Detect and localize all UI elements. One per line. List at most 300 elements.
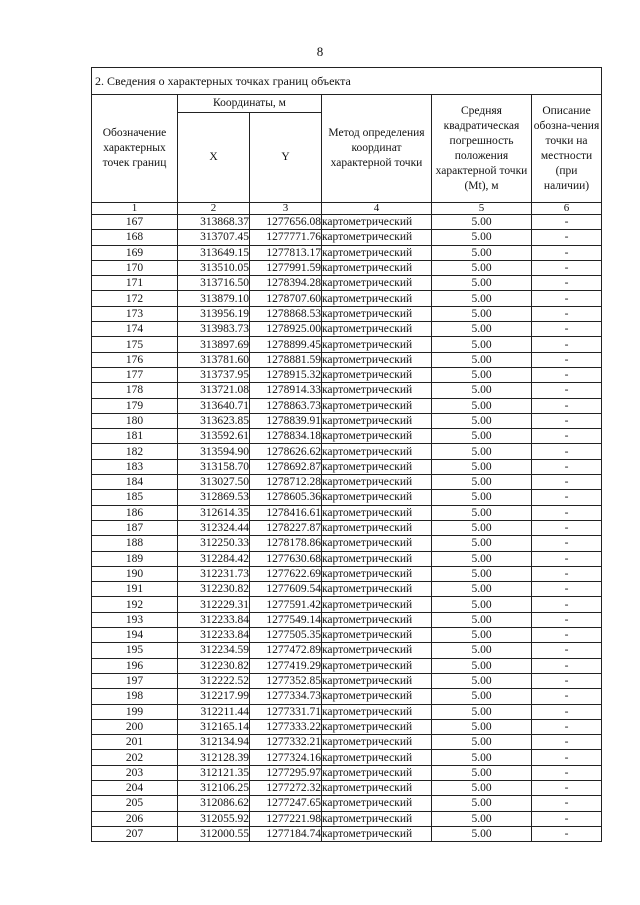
y-coordinate-cell: 1277333.22: [250, 719, 322, 734]
x-coordinate-cell: 312121.35: [178, 765, 250, 780]
error-cell: 5.00: [432, 337, 532, 352]
y-coordinate-cell: 1278707.60: [250, 291, 322, 306]
table-row: [92, 306, 602, 321]
x-coordinate-cell: 313510.05: [178, 260, 250, 275]
header-designation: Обозначение характерных точек границ: [92, 95, 178, 203]
method-cell: картометрический: [322, 398, 432, 413]
y-coordinate-cell: 1277549.14: [250, 612, 322, 627]
x-coordinate-cell: 312869.53: [178, 490, 250, 505]
point-id-cell: 187: [92, 520, 178, 535]
point-id-cell: 181: [92, 429, 178, 444]
method-cell: картометрический: [322, 719, 432, 734]
description-cell: -: [532, 490, 602, 505]
description-cell: -: [532, 643, 602, 658]
error-cell: 5.00: [432, 566, 532, 581]
x-coordinate-cell: 312000.55: [178, 826, 250, 841]
x-coordinate-cell: 312250.33: [178, 536, 250, 551]
table-row: [92, 582, 602, 597]
error-cell: 5.00: [432, 459, 532, 474]
method-cell: картометрический: [322, 536, 432, 551]
table-row: [92, 780, 602, 795]
boundary-points-table: [91, 67, 602, 842]
x-coordinate-cell: 313027.50: [178, 475, 250, 490]
error-cell: 5.00: [432, 276, 532, 291]
error-cell: 5.00: [432, 367, 532, 382]
method-cell: картометрический: [322, 597, 432, 612]
description-cell: -: [532, 704, 602, 719]
table-body: [92, 215, 602, 842]
x-coordinate-cell: 313879.10: [178, 291, 250, 306]
header-method: Метод определения координат характерной точки: [322, 95, 432, 203]
y-coordinate-cell: 1278692.87: [250, 459, 322, 474]
x-coordinate-cell: 312086.62: [178, 796, 250, 811]
table-row: [92, 490, 602, 505]
description-cell: -: [532, 536, 602, 551]
x-coordinate-cell: 313594.90: [178, 444, 250, 459]
y-coordinate-cell: 1277609.54: [250, 582, 322, 597]
method-cell: картометрический: [322, 215, 432, 230]
point-id-cell: 205: [92, 796, 178, 811]
method-cell: картометрический: [322, 735, 432, 750]
point-id-cell: 185: [92, 490, 178, 505]
method-cell: картометрический: [322, 291, 432, 306]
description-cell: -: [532, 475, 602, 490]
x-coordinate-cell: 312233.84: [178, 612, 250, 627]
point-id-cell: 178: [92, 383, 178, 398]
point-id-cell: 204: [92, 780, 178, 795]
table-row: [92, 383, 602, 398]
y-coordinate-cell: 1278626.62: [250, 444, 322, 459]
description-cell: -: [532, 322, 602, 337]
description-cell: -: [532, 566, 602, 581]
table-row: [92, 551, 602, 566]
table-row: [92, 337, 602, 352]
y-coordinate-cell: 1277184.74: [250, 826, 322, 841]
table-row: [92, 215, 602, 230]
x-coordinate-cell: 313158.70: [178, 459, 250, 474]
method-cell: картометрический: [322, 566, 432, 581]
table-row: [92, 566, 602, 581]
description-cell: -: [532, 673, 602, 688]
point-id-cell: 192: [92, 597, 178, 612]
description-cell: -: [532, 551, 602, 566]
method-cell: картометрический: [322, 352, 432, 367]
table-row: [92, 796, 602, 811]
x-coordinate-cell: 312055.92: [178, 811, 250, 826]
error-cell: 5.00: [432, 230, 532, 245]
table-row: [92, 612, 602, 627]
method-cell: картометрический: [322, 444, 432, 459]
point-id-cell: 175: [92, 337, 178, 352]
y-coordinate-cell: 1277324.16: [250, 750, 322, 765]
point-id-cell: 186: [92, 505, 178, 520]
x-coordinate-cell: 313897.69: [178, 337, 250, 352]
method-cell: картометрический: [322, 826, 432, 841]
error-cell: 5.00: [432, 811, 532, 826]
point-id-cell: 194: [92, 628, 178, 643]
point-id-cell: 180: [92, 413, 178, 428]
table-row: [92, 367, 602, 382]
error-cell: 5.00: [432, 735, 532, 750]
x-coordinate-cell: 313623.85: [178, 413, 250, 428]
description-cell: -: [532, 459, 602, 474]
x-coordinate-cell: 313707.45: [178, 230, 250, 245]
y-coordinate-cell: 1277352.85: [250, 673, 322, 688]
description-cell: -: [532, 398, 602, 413]
method-cell: картометрический: [322, 322, 432, 337]
description-cell: -: [532, 689, 602, 704]
error-cell: 5.00: [432, 719, 532, 734]
x-coordinate-cell: 312106.25: [178, 780, 250, 795]
description-cell: -: [532, 429, 602, 444]
point-id-cell: 191: [92, 582, 178, 597]
description-cell: -: [532, 276, 602, 291]
method-cell: картометрический: [322, 337, 432, 352]
error-cell: 5.00: [432, 429, 532, 444]
x-coordinate-cell: 312165.14: [178, 719, 250, 734]
table-row: [92, 245, 602, 260]
y-coordinate-cell: 1278605.36: [250, 490, 322, 505]
point-id-cell: 196: [92, 658, 178, 673]
method-cell: картометрический: [322, 413, 432, 428]
table-row: [92, 352, 602, 367]
y-coordinate-cell: 1277334.73: [250, 689, 322, 704]
table-row: [92, 811, 602, 826]
method-cell: картометрический: [322, 780, 432, 795]
error-cell: 5.00: [432, 704, 532, 719]
y-coordinate-cell: 1278899.45: [250, 337, 322, 352]
point-id-cell: 197: [92, 673, 178, 688]
description-cell: -: [532, 582, 602, 597]
y-coordinate-cell: 1277622.69: [250, 566, 322, 581]
error-cell: 5.00: [432, 352, 532, 367]
column-number: 1: [92, 203, 178, 215]
table-row: [92, 628, 602, 643]
x-coordinate-cell: 312324.44: [178, 520, 250, 535]
method-cell: картометрический: [322, 628, 432, 643]
method-cell: картометрический: [322, 520, 432, 535]
point-id-cell: 182: [92, 444, 178, 459]
error-cell: 5.00: [432, 444, 532, 459]
x-coordinate-cell: 312134.94: [178, 735, 250, 750]
description-cell: -: [532, 413, 602, 428]
point-id-cell: 183: [92, 459, 178, 474]
x-coordinate-cell: 312211.44: [178, 704, 250, 719]
error-cell: 5.00: [432, 490, 532, 505]
x-coordinate-cell: 312128.39: [178, 750, 250, 765]
column-number: 3: [250, 203, 322, 215]
x-coordinate-cell: 312229.31: [178, 597, 250, 612]
error-cell: 5.00: [432, 796, 532, 811]
point-id-cell: 201: [92, 735, 178, 750]
method-cell: картометрический: [322, 230, 432, 245]
description-cell: -: [532, 245, 602, 260]
error-cell: 5.00: [432, 520, 532, 535]
table-row: [92, 750, 602, 765]
description-cell: -: [532, 505, 602, 520]
description-cell: -: [532, 291, 602, 306]
table-row: [92, 429, 602, 444]
description-cell: -: [532, 780, 602, 795]
point-id-cell: 195: [92, 643, 178, 658]
y-coordinate-cell: 1278839.91: [250, 413, 322, 428]
error-cell: 5.00: [432, 291, 532, 306]
y-coordinate-cell: 1277591.42: [250, 597, 322, 612]
point-id-cell: 184: [92, 475, 178, 490]
error-cell: 5.00: [432, 383, 532, 398]
y-coordinate-cell: 1278868.53: [250, 306, 322, 321]
y-coordinate-cell: 1278914.33: [250, 383, 322, 398]
point-id-cell: 188: [92, 536, 178, 551]
x-coordinate-cell: 313649.15: [178, 245, 250, 260]
description-cell: -: [532, 367, 602, 382]
y-coordinate-cell: 1277331.71: [250, 704, 322, 719]
x-coordinate-cell: 312614.35: [178, 505, 250, 520]
description-cell: -: [532, 628, 602, 643]
error-cell: 5.00: [432, 536, 532, 551]
table-header: [92, 68, 602, 215]
description-cell: -: [532, 444, 602, 459]
point-id-cell: 176: [92, 352, 178, 367]
error-cell: 5.00: [432, 398, 532, 413]
table-row: [92, 765, 602, 780]
point-id-cell: 202: [92, 750, 178, 765]
y-coordinate-cell: 1277332.21: [250, 735, 322, 750]
method-cell: картометрический: [322, 490, 432, 505]
method-cell: картометрический: [322, 367, 432, 382]
x-coordinate-cell: 313721.08: [178, 383, 250, 398]
table-row: [92, 291, 602, 306]
point-id-cell: 172: [92, 291, 178, 306]
x-coordinate-cell: 312234.59: [178, 643, 250, 658]
error-cell: 5.00: [432, 612, 532, 627]
x-coordinate-cell: 313868.37: [178, 215, 250, 230]
error-cell: 5.00: [432, 505, 532, 520]
description-cell: -: [532, 230, 602, 245]
method-cell: картометрический: [322, 260, 432, 275]
y-coordinate-cell: 1278915.32: [250, 367, 322, 382]
table-row: [92, 704, 602, 719]
header-description: Описание обозна-чения точки на местности (при наличии): [532, 95, 602, 203]
y-coordinate-cell: 1278925.00: [250, 322, 322, 337]
point-id-cell: 190: [92, 566, 178, 581]
y-coordinate-cell: 1277295.97: [250, 765, 322, 780]
table-row: [92, 505, 602, 520]
y-coordinate-cell: 1277813.17: [250, 245, 322, 260]
error-cell: 5.00: [432, 475, 532, 490]
table-row: [92, 444, 602, 459]
table-row: [92, 459, 602, 474]
y-coordinate-cell: 1278712.28: [250, 475, 322, 490]
description-cell: -: [532, 811, 602, 826]
header-coordinates: Координаты, м: [178, 95, 322, 113]
table-row: [92, 689, 602, 704]
x-coordinate-cell: 312230.82: [178, 658, 250, 673]
description-cell: -: [532, 306, 602, 321]
description-cell: -: [532, 735, 602, 750]
point-id-cell: 168: [92, 230, 178, 245]
table-row: [92, 276, 602, 291]
error-cell: 5.00: [432, 765, 532, 780]
table-row: [92, 398, 602, 413]
x-coordinate-cell: 312231.73: [178, 566, 250, 581]
method-cell: картометрический: [322, 643, 432, 658]
y-coordinate-cell: 1277221.98: [250, 811, 322, 826]
y-coordinate-cell: 1278394.28: [250, 276, 322, 291]
y-coordinate-cell: 1277247.65: [250, 796, 322, 811]
point-id-cell: 173: [92, 306, 178, 321]
method-cell: картометрический: [322, 306, 432, 321]
method-cell: картометрический: [322, 459, 432, 474]
method-cell: картометрический: [322, 245, 432, 260]
y-coordinate-cell: 1277472.89: [250, 643, 322, 658]
column-number: 6: [532, 203, 602, 215]
method-cell: картометрический: [322, 429, 432, 444]
point-id-cell: 177: [92, 367, 178, 382]
y-coordinate-cell: 1278834.18: [250, 429, 322, 444]
method-cell: картометрический: [322, 689, 432, 704]
table-row: [92, 413, 602, 428]
description-cell: -: [532, 612, 602, 627]
y-coordinate-cell: 1278881.59: [250, 352, 322, 367]
error-cell: 5.00: [432, 551, 532, 566]
point-id-cell: 169: [92, 245, 178, 260]
error-cell: 5.00: [432, 643, 532, 658]
x-coordinate-cell: 313983.73: [178, 322, 250, 337]
x-coordinate-cell: 312217.99: [178, 689, 250, 704]
y-coordinate-cell: 1277272.32: [250, 780, 322, 795]
x-coordinate-cell: 312233.84: [178, 628, 250, 643]
description-cell: -: [532, 215, 602, 230]
description-cell: -: [532, 520, 602, 535]
y-coordinate-cell: 1277991.59: [250, 260, 322, 275]
method-cell: картометрический: [322, 765, 432, 780]
table-row: [92, 536, 602, 551]
point-id-cell: 174: [92, 322, 178, 337]
method-cell: картометрический: [322, 551, 432, 566]
error-cell: 5.00: [432, 245, 532, 260]
point-id-cell: 179: [92, 398, 178, 413]
x-coordinate-cell: 313640.71: [178, 398, 250, 413]
table-row: [92, 673, 602, 688]
point-id-cell: 193: [92, 612, 178, 627]
method-cell: картометрический: [322, 750, 432, 765]
error-cell: 5.00: [432, 260, 532, 275]
description-cell: -: [532, 658, 602, 673]
error-cell: 5.00: [432, 780, 532, 795]
description-cell: -: [532, 750, 602, 765]
x-coordinate-cell: 312284.42: [178, 551, 250, 566]
table-row: [92, 322, 602, 337]
y-coordinate-cell: 1277419.29: [250, 658, 322, 673]
y-coordinate-cell: 1278178.86: [250, 536, 322, 551]
method-cell: картометрический: [322, 505, 432, 520]
description-cell: -: [532, 826, 602, 841]
y-coordinate-cell: 1277630.68: [250, 551, 322, 566]
method-cell: картометрический: [322, 811, 432, 826]
description-cell: -: [532, 796, 602, 811]
column-number: 4: [322, 203, 432, 215]
point-id-cell: 200: [92, 719, 178, 734]
error-cell: 5.00: [432, 750, 532, 765]
x-coordinate-cell: 313956.19: [178, 306, 250, 321]
table-row: [92, 520, 602, 535]
header-error: Средняя квадратическая погрешность положения характерной точки (Mt), м: [432, 95, 532, 203]
table-row: [92, 475, 602, 490]
table-row: [92, 658, 602, 673]
y-coordinate-cell: 1278227.87: [250, 520, 322, 535]
method-cell: картометрический: [322, 475, 432, 490]
table-row: [92, 719, 602, 734]
point-id-cell: 198: [92, 689, 178, 704]
column-number: 2: [178, 203, 250, 215]
header-x: X: [178, 113, 250, 203]
x-coordinate-cell: 313716.50: [178, 276, 250, 291]
method-cell: картометрический: [322, 673, 432, 688]
y-coordinate-cell: 1278863.73: [250, 398, 322, 413]
table-row: [92, 735, 602, 750]
method-cell: картометрический: [322, 276, 432, 291]
y-coordinate-cell: 1277656.08: [250, 215, 322, 230]
description-cell: -: [532, 260, 602, 275]
error-cell: 5.00: [432, 826, 532, 841]
description-cell: -: [532, 597, 602, 612]
method-cell: картометрический: [322, 383, 432, 398]
error-cell: 5.00: [432, 673, 532, 688]
point-id-cell: 171: [92, 276, 178, 291]
point-id-cell: 167: [92, 215, 178, 230]
error-cell: 5.00: [432, 413, 532, 428]
error-cell: 5.00: [432, 306, 532, 321]
method-cell: картометрический: [322, 612, 432, 627]
description-cell: -: [532, 352, 602, 367]
error-cell: 5.00: [432, 322, 532, 337]
error-cell: 5.00: [432, 215, 532, 230]
x-coordinate-cell: 313781.60: [178, 352, 250, 367]
error-cell: 5.00: [432, 689, 532, 704]
table-row: [92, 230, 602, 245]
table-row: [92, 826, 602, 841]
y-coordinate-cell: 1277505.35: [250, 628, 322, 643]
point-id-cell: 203: [92, 765, 178, 780]
method-cell: картометрический: [322, 658, 432, 673]
error-cell: 5.00: [432, 658, 532, 673]
y-coordinate-cell: 1278416.61: [250, 505, 322, 520]
column-number: 5: [432, 203, 532, 215]
x-coordinate-cell: 312230.82: [178, 582, 250, 597]
description-cell: -: [532, 765, 602, 780]
point-id-cell: 199: [92, 704, 178, 719]
point-id-cell: 206: [92, 811, 178, 826]
error-cell: 5.00: [432, 582, 532, 597]
point-id-cell: 207: [92, 826, 178, 841]
method-cell: картометрический: [322, 796, 432, 811]
description-cell: -: [532, 383, 602, 398]
description-cell: -: [532, 337, 602, 352]
x-coordinate-cell: 313592.61: [178, 429, 250, 444]
method-cell: картометрический: [322, 704, 432, 719]
error-cell: 5.00: [432, 597, 532, 612]
section-title: 2. Сведения о характерных точках границ объекта: [92, 68, 602, 95]
table-row: [92, 597, 602, 612]
y-coordinate-cell: 1277771.76: [250, 230, 322, 245]
table-row: [92, 643, 602, 658]
page-number: 8: [316, 44, 324, 59]
x-coordinate-cell: 313737.95: [178, 367, 250, 382]
x-coordinate-cell: 312222.52: [178, 673, 250, 688]
point-id-cell: 189: [92, 551, 178, 566]
header-y: Y: [250, 113, 322, 203]
